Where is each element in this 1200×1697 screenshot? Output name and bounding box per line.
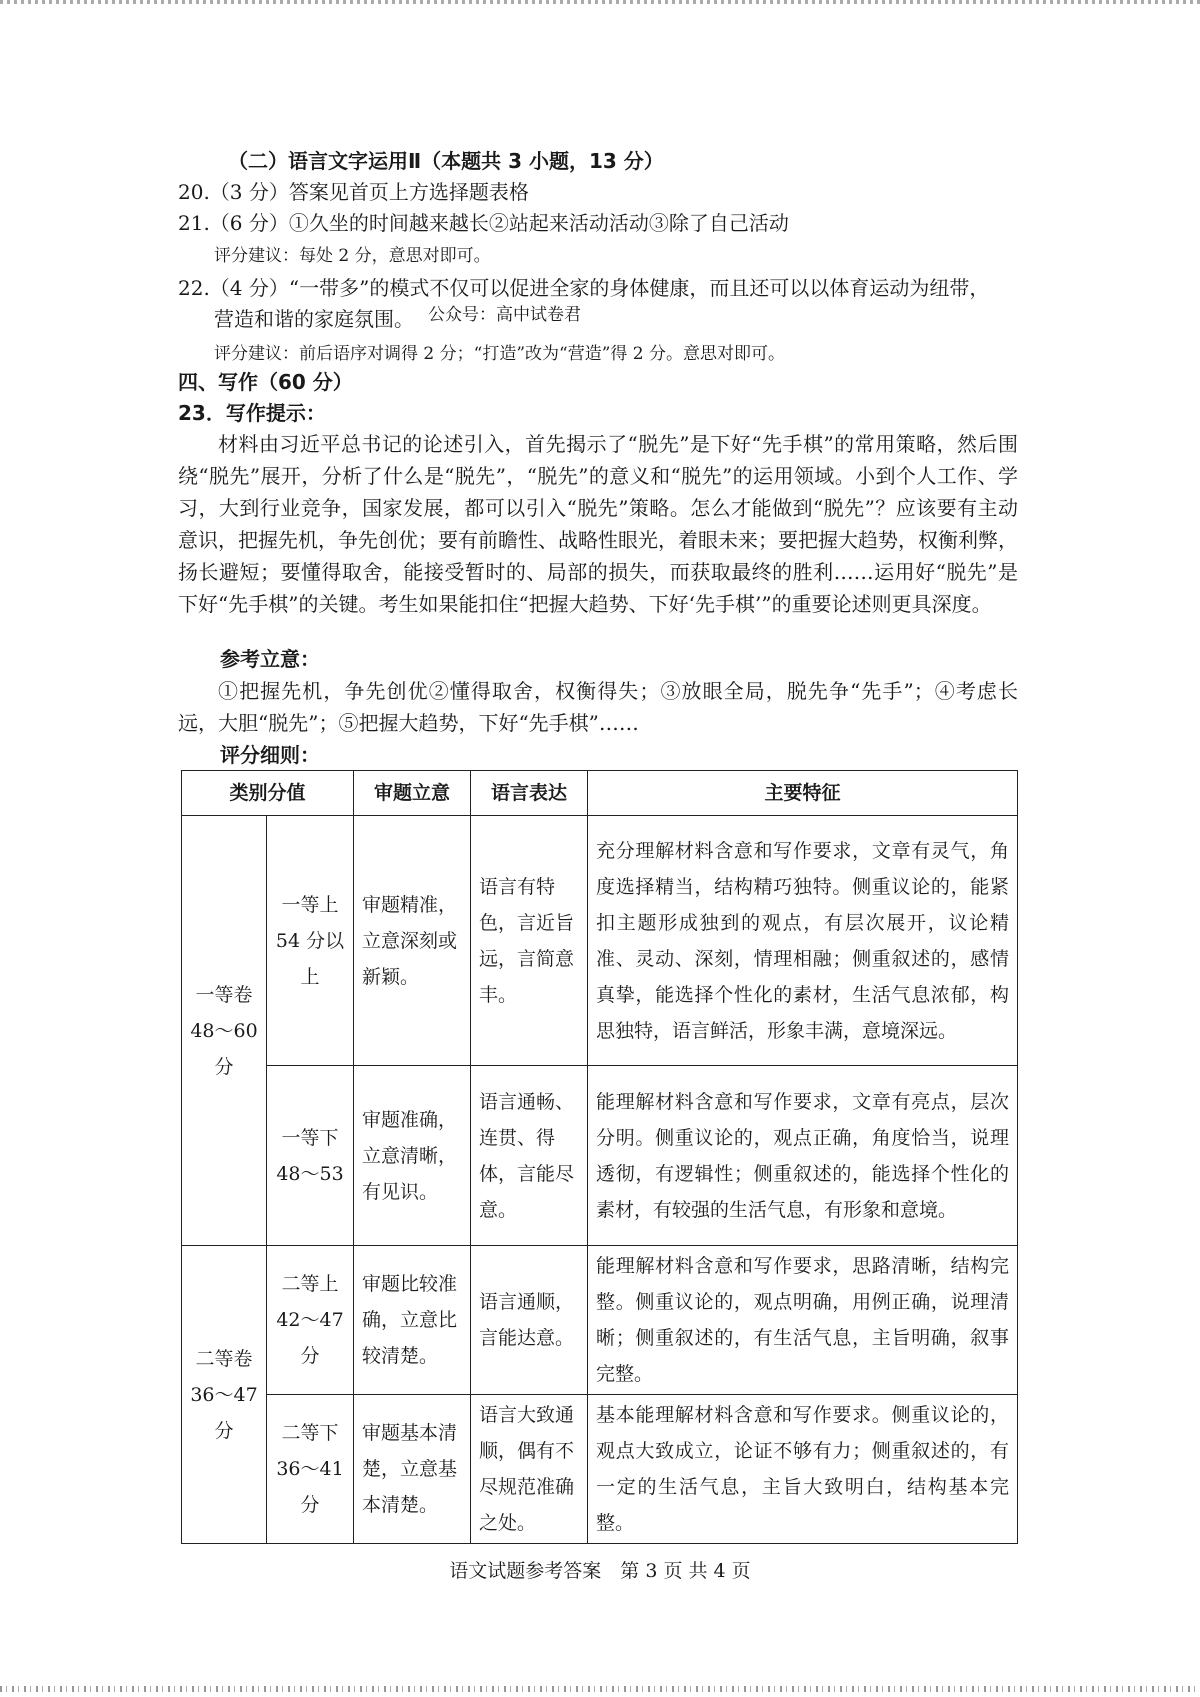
page-footer: 语文试题参考答案 第 3 页 共 4 页 [449, 1560, 751, 1582]
table-header-row [182, 771, 1018, 816]
language-cell: 语言大致通顺，偶有不尽规范准确之处。 [471, 1395, 588, 1544]
watermark-text: 公众号：高中试卷君 [428, 305, 581, 325]
rubric-title: 评分细则： [220, 743, 320, 767]
question-20: 20.（3 分）答案见首页上方选择题表格 [178, 180, 529, 204]
section-writing-heading: 四、写作（60 分） [178, 370, 353, 394]
subgrade-cell: 一等下 48～53 [267, 1066, 354, 1246]
language-cell: 语言通顺，言能达意。 [471, 1246, 588, 1395]
features-cell: 能理解材料含意和写作要求，思路清晰，结构完整。侧重议论的，观点明确，用例正确，说理清晰；侧重叙述的，有生活气息，主旨明确，叙事完整。 [588, 1246, 1018, 1395]
table-row [182, 1395, 1018, 1544]
section-language-heading: （二）语言文字运用Ⅱ（本题共 3 小题，13 分） [228, 149, 664, 173]
question-22-line-2: 营造和谐的家庭氛围。 [214, 307, 414, 331]
category-cell: 一等卷 48～60 分 [182, 816, 267, 1246]
subgrade-cell: 一等上 54 分以上 [267, 816, 354, 1066]
table-row [182, 816, 1018, 1066]
reference-ideas-title: 参考立意： [220, 647, 320, 671]
topic-cell: 审题精准，立意深刻或新颖。 [354, 816, 471, 1066]
scoring-rubric-table [181, 770, 1018, 1544]
category-cell: 二等卷 36～47 分 [182, 1246, 267, 1544]
question-21: 21.（6 分）①久坐的时间越来越长②站起来活动活动③除了自己活动 [178, 211, 789, 235]
features-cell: 能理解材料含意和写作要求，文章有亮点，层次分明。侧重议论的，观点正确，角度恰当，说理透彻，有逻辑性；侧重叙述的，能选择个性化的素材，有较强的生活气息，有形象和意境。 [588, 1066, 1018, 1246]
reference-ideas-paragraph: ①把握先机，争先创优②懂得取舍，权衡得失；③放眼全局，脱先争“先手”；④考虑长远，大胆“脱先”；⑤把握大趋势，下好“先手棋”…… [178, 679, 1018, 735]
table-row [182, 1066, 1018, 1246]
scan-edge-bottom [0, 1686, 1200, 1692]
header-topic: 审题立意 [354, 771, 471, 816]
header-category: 类别分值 [182, 771, 354, 816]
writing-prompt-paragraph: 材料由习近平总书记的论述引入，首先揭示了“脱先”是下好“先手棋”的常用策略，然后围绕“脱先”展开，分析了什么是“脱先”，“脱先”的意义和“脱先”的运用领域。小到个人工作、学习，大到行业竞争，国家发展，都可以引入“脱先”策略。怎么才能做到“脱先”？应该要有主动意识，把握先机，争先创优；要有前瞻性、战略性眼光，着眼未来；要把握大趋势，权衡利弊，扬长避短；要懂得取舍，能接受暂时的、局部的损失，而获取最终的胜利……运用好“脱先”是下好“先手棋”的关键。考生如果能扣住“把握大趋势、下好‘先手棋’”的重要论述则更具深度。 [178, 432, 1018, 616]
header-features: 主要特征 [588, 771, 1018, 816]
question-21-scoring-note: 评分建议：每处 2 分，意思对即可。 [214, 246, 491, 266]
topic-cell: 审题基本清楚，立意基本清楚。 [354, 1395, 471, 1544]
language-cell: 语言通畅、连贯、得体，言能尽意。 [471, 1066, 588, 1246]
features-cell: 充分理解材料含意和写作要求，文章有灵气，角度选择精当，结构精巧独特。侧重议论的，能紧扣主题形成独到的观点，有层次展开，议论精准、灵动、深刻，情理相融；侧重叙述的，感情真挚，能选择个性化的素材，生活气息浓郁，构思独特，语言鲜活，形象丰满，意境深远。 [588, 816, 1018, 1066]
question-23-title: 23．写作提示： [178, 401, 326, 425]
scan-edge-top [0, 0, 1200, 4]
language-cell: 语言有特色，言近旨远，言简意丰。 [471, 816, 588, 1066]
topic-cell: 审题比较准确，立意比较清楚。 [354, 1246, 471, 1395]
question-22-scoring-note: 评分建议：前后语序对调得 2 分；“打造”改为“营造”得 2 分。意思对即可。 [214, 344, 786, 364]
header-language: 语言表达 [471, 771, 588, 816]
subgrade-cell: 二等下 36～41 分 [267, 1395, 354, 1544]
topic-cell: 审题准确，立意清晰，有见识。 [354, 1066, 471, 1246]
table-row [182, 1246, 1018, 1395]
question-22-line-1: 22.（4 分）“一带多”的模式不仅可以促进全家的身体健康，而且还可以以体育运动为纽带， [178, 276, 990, 300]
subgrade-cell: 二等上 42～47 分 [267, 1246, 354, 1395]
features-cell: 基本能理解材料含意和写作要求。侧重议论的，观点大致成立，论证不够有力；侧重叙述的，有一定的生活气息，主旨大致明白，结构基本完整。 [588, 1395, 1018, 1544]
